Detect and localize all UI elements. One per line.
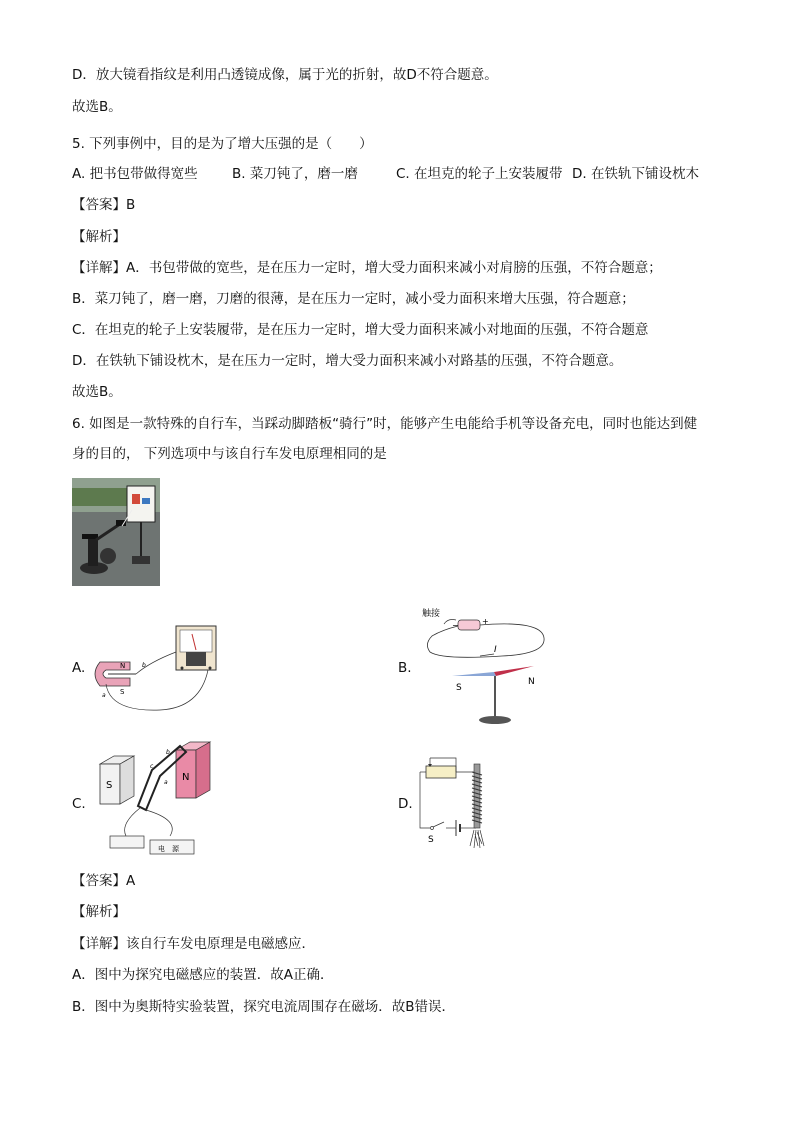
answer-label: 【答案】A xyxy=(72,873,136,889)
svg-text:S: S xyxy=(120,688,125,696)
svg-text:S: S xyxy=(456,683,462,693)
svg-text:S: S xyxy=(428,835,434,845)
svg-text:N: N xyxy=(120,662,126,670)
explanation-line: 【详解】A．书包带做的宽些，是在压力一定时，增大受力面积来减小对肩膀的压强，不符合题意； xyxy=(72,260,662,276)
svg-text:c: c xyxy=(150,763,154,770)
svg-text:a: a xyxy=(102,692,106,699)
option-a: A. 把书包带做得宽些 xyxy=(72,166,198,182)
text-line: 故选B。 xyxy=(72,99,122,115)
explanation-line: C．在坦克的轮子上安装履带，是在压力一定时，增大受力面积来减小对地面的压强，不符合题意 xyxy=(72,322,649,338)
svg-text:电 源: 电 源 xyxy=(158,845,179,853)
svg-text:S: S xyxy=(106,780,113,791)
analysis-label: 【解析】 xyxy=(72,904,126,920)
question-5-options xyxy=(72,164,722,184)
explanation-line: 【详解】该自行车发电原理是电磁感应． xyxy=(72,936,315,952)
figure-a-electromagnetic-induction xyxy=(90,622,230,712)
figure-label-a: A. xyxy=(72,660,86,676)
svg-text:+: + xyxy=(482,617,489,626)
svg-text:−: − xyxy=(452,621,459,630)
answer-label: 【答案】B xyxy=(72,197,136,213)
svg-text:b: b xyxy=(142,662,146,669)
figure-label-b: B. xyxy=(398,660,412,676)
explanation-line: B．图中为奥斯特实验装置，探究电流周围存在磁场．故B错误． xyxy=(72,999,456,1015)
option-d: D. 在铁轨下铺设枕木 xyxy=(572,166,699,182)
explanation-line: D．在铁轨下铺设枕木，是在压力一定时，增大受力面积来减小对路基的压强，不符合题意。 xyxy=(72,353,623,369)
question-5: 5. 下列事例中，目的是为了增大压强的是（ ） xyxy=(72,136,373,152)
svg-text:触接: 触接 xyxy=(422,609,441,619)
figure-label-d: D. xyxy=(398,796,413,812)
svg-text:b: b xyxy=(166,749,170,756)
text-line: D．放大镜看指纹是利用凸透镜成像，属于光的折射，故D不符合题意。 xyxy=(72,67,498,83)
question-6: 6. 如图是一款特殊的自行车，当踩动脚踏板“骑行”时，能够产生电能给手机等设备充电，同时也能达到健 xyxy=(72,416,698,432)
option-c: C. 在坦克的轮子上安装履带 xyxy=(396,166,563,182)
explanation-line: B．菜刀钝了，磨一磨，刀磨的很薄，是在压力一定时，减小受力面积来增大压强，符合题意； xyxy=(72,291,635,307)
bicycle-photo xyxy=(72,478,160,586)
figure-d-electromagnet xyxy=(416,754,506,854)
question-6: 身的目的， 下列选项中与该自行车发电原理相同的是 xyxy=(72,446,387,462)
explanation-line: A．图中为探究电磁感应的装置．故A正确． xyxy=(72,967,334,983)
figure-label-c: C. xyxy=(72,796,86,812)
svg-text:N: N xyxy=(528,677,535,687)
svg-text:N: N xyxy=(182,772,190,783)
figure-b-oersted-experiment xyxy=(422,602,552,730)
analysis-label: 【解析】 xyxy=(72,229,126,245)
text-line: 故选B。 xyxy=(72,384,122,400)
figure-c-motor-principle xyxy=(90,740,220,862)
svg-text:a: a xyxy=(164,779,168,786)
svg-text:I: I xyxy=(494,645,497,655)
option-b: B. 菜刀钝了，磨一磨 xyxy=(232,166,358,182)
